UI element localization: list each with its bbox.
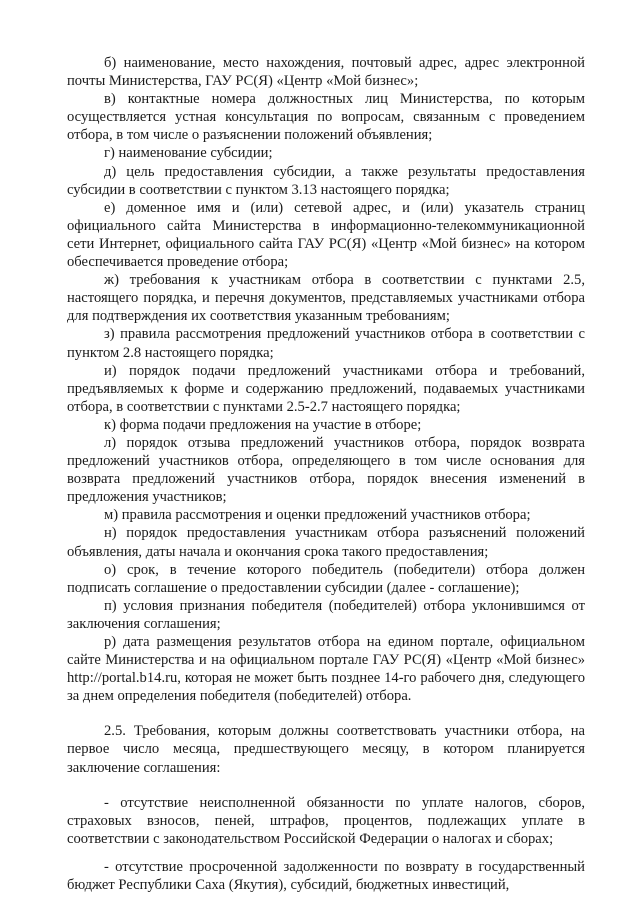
paragraph-d: д) цель предоставления субсидии, а также результаты предоставления субсидии в соответствии с пунктом 3.13 настоящего порядка; — [67, 163, 585, 198]
requirement-no-tax-debt: - отсутствие неисполненной обязанности по уплате налогов, сборов, страховых взносов, пеней, штрафов, процентов, подлежащих уплате в соответствии с законодательством Российской Федерации о налогах и сборах; — [67, 794, 585, 847]
paragraph-p: п) условия признания победителя (победителей) отбора уклонившимся от заключения соглашения; — [67, 597, 585, 632]
section-spacer — [67, 705, 585, 722]
requirement-no-overdue-debt: - отсутствие просроченной задолженности по возврату в государственный бюджет Республики Саха (Якутия), субсидий, бюджетных инвестиций, — [67, 858, 585, 894]
paragraph-v: в) контактные номера должностных лиц Министерства, по которым осуществляется устная консультация по вопросам, связанным с проведением отбора, в том числе о разъяснении положений объявления; — [67, 91, 585, 144]
paragraph-l: л) порядок отзыва предложений участников отбора, порядок возврата предложений участников отбора, определяющего в том числе основания для возврата предложений участников отбора, порядок внесения изменений в предложения участников; — [67, 434, 585, 506]
section-2-5-heading: 2.5. Требования, которым должны соответствовать участники отбора, на первое число месяца, предшествующего месяцу, в котором планируется заключение соглашения: — [67, 723, 585, 776]
paragraph-e: е) доменное имя и (или) сетевой адрес, и (или) указатель страниц официального сайта Министерства в информационно-телекоммуникационной сети Интернет, официального сайта ГАУ РС(Я) «Центр «Мой бизнес» на котором обеспечивается проведение отбора; — [67, 199, 585, 271]
paragraph-z: з) правила рассмотрения предложений участников отбора в соответствии с пунктом 2.8 настоящего порядка; — [67, 326, 585, 361]
paragraph-g: г) наименование субсидии; — [104, 145, 273, 162]
paragraph-n: н) порядок предоставления участникам отбора разъяснений положений объявления, даты начала и окончания срока такого предоставления; — [67, 525, 585, 560]
section-spacer — [67, 777, 585, 794]
paragraph-i: и) порядок подачи предложений участниками отбора и требований, предъявляемых к форме и содержанию предложений, подаваемых участниками отбора, в соответствии с пунктами 2.5-2.7 настоящего порядка; — [67, 362, 585, 415]
paragraph-k: к) форма подачи предложения на участие в отборе; — [104, 416, 422, 433]
paragraph-b: б) наименование, место нахождения, почтовый адрес, адрес электронной почты Министерства, ГАУ РС(Я) «Центр «Мой бизнес»; — [67, 55, 585, 90]
paragraph-o: о) срок, в течение которого победитель (победители) отбора должен подписать соглашение о предоставлении субсидии (далее - соглашение); — [67, 561, 585, 596]
paragraph-r: р) дата размещения результатов отбора на едином портале, официальном сайте Министерства и на официальном портале ГАУ РС(Я) «Центр «Мой бизнес» http://portal.b14.ru, которая не может быть позднее 14-го рабочего дня, следующего за днем определения победителя (победителей) отбора. — [67, 634, 585, 705]
paragraph-zh: ж) требования к участникам отбора в соответствии с пунктами 2.5, настоящего порядка, и перечня документов, представляемых участниками отбора для подтверждения их соответствия указанным требованиям; — [67, 272, 585, 325]
section-spacer — [67, 848, 585, 858]
paragraph-m: м) правила рассмотрения и оценки предложений участников отбора; — [104, 507, 531, 524]
